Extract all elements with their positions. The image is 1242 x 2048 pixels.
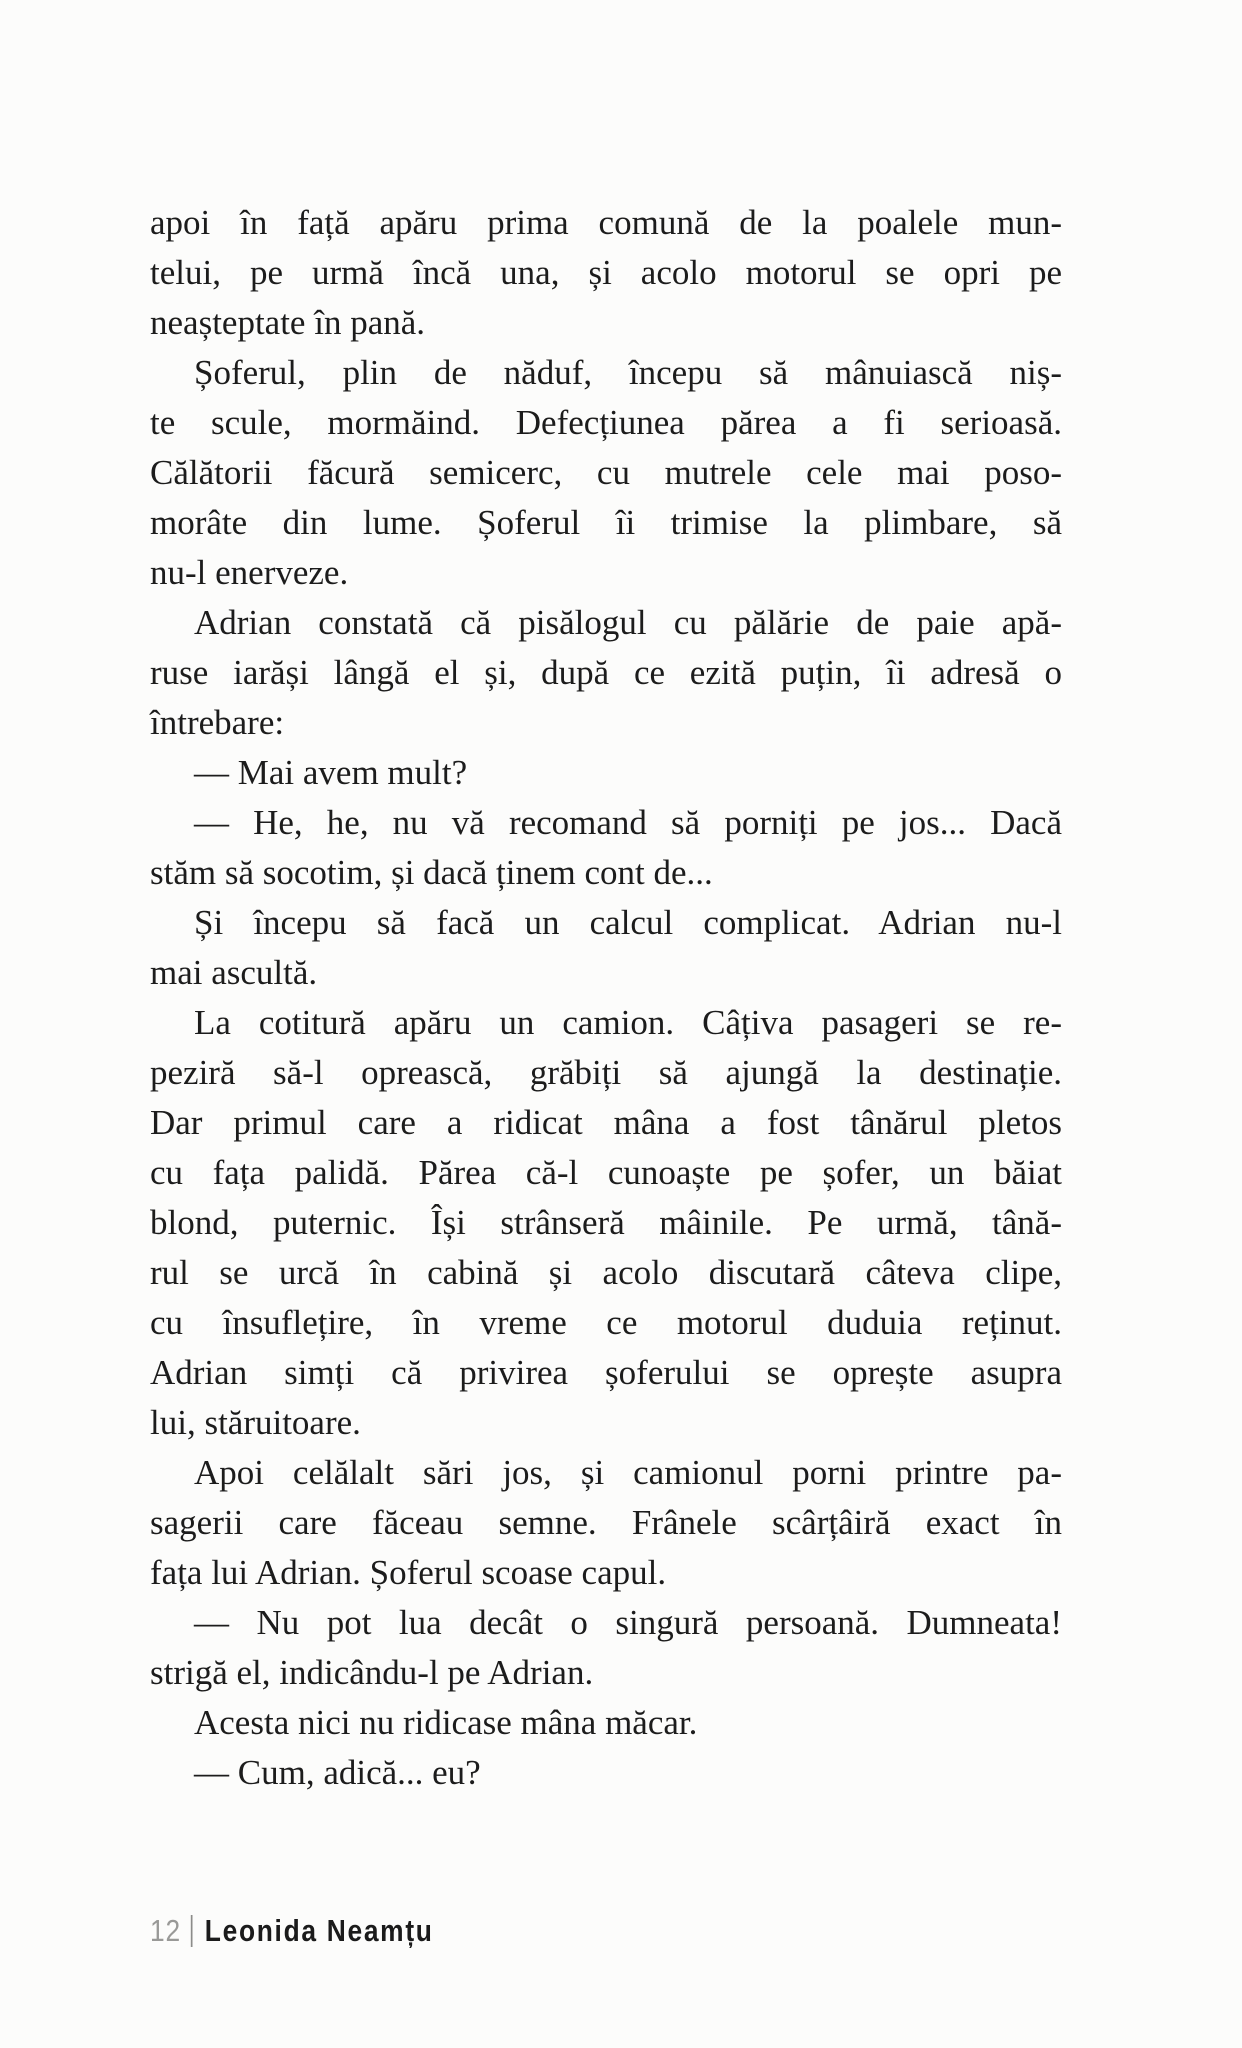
text-line: sagerii care făceau semne. Frânele scârțâiră exact în <box>150 1503 1062 1542</box>
text-line: ruse iarăși lângă el și, după ce ezită puțin, îi adresă o <box>150 653 1062 692</box>
text-line: mai ascultă. <box>150 953 318 992</box>
text-line: Călătorii făcură semicerc, cu mutrele cele mai poso- <box>150 453 1062 492</box>
text-block <box>150 198 1062 1798</box>
text-line: Dar primul care a ridicat mâna a fost tânărul pletos <box>150 1103 1062 1142</box>
text-line: Adrian constată că pisălogul cu pălărie de paie apă- <box>194 603 1062 642</box>
text-line: — Cum, adică... eu? <box>194 1753 481 1792</box>
text-line: cu fața palidă. Părea că-l cunoaște pe șofer, un băiat <box>150 1153 1062 1192</box>
text-line: Adrian simți că privirea șoferului se oprește asupra <box>150 1353 1062 1392</box>
text-line: fața lui Adrian. Șoferul scoase capul. <box>150 1553 667 1592</box>
text-line: blond, puternic. Își strânseră mâinile. Pe urmă, tână- <box>150 1203 1062 1242</box>
text-line: neașteptate în pană. <box>150 303 426 342</box>
text-line: rul se urcă în cabină și acolo discutară câteva clipe, <box>150 1253 1062 1292</box>
text-line: Și începu să facă un calcul complicat. Adrian nu-l <box>194 903 1062 942</box>
text-line: cu însuflețire, în vreme ce motorul duduia reținut. <box>150 1303 1062 1342</box>
text-line: te scule, mormăind. Defecțiunea părea a fi serioasă. <box>150 403 1062 442</box>
text-line: peziră să-l oprească, grăbiți să ajungă la destinație. <box>150 1053 1062 1092</box>
text-line: strigă el, indicându-l pe Adrian. <box>150 1653 594 1692</box>
page-footer <box>150 1912 434 1950</box>
text-line: apoi în față apăru prima comună de la poalele mun- <box>150 203 1062 242</box>
text-line: întrebare: <box>150 703 285 742</box>
text-line: — Mai avem mult? <box>194 753 468 792</box>
text-line: — He, he, nu vă recomand să porniți pe jos... Dacă <box>194 803 1062 842</box>
text-line: telui, pe urmă încă una, și acolo motorul se opri pe <box>150 253 1062 292</box>
text-line: nu-l enerveze. <box>150 553 349 592</box>
text-line: Șoferul, plin de năduf, începu să mânuiască niș- <box>194 353 1062 392</box>
footer-divider <box>191 1915 193 1947</box>
text-line: stăm să socotim, și dacă ținem cont de... <box>150 853 713 892</box>
text-line: La cotitură apăru un camion. Câțiva pasageri se re- <box>194 1003 1062 1042</box>
text-line: lui, stăruitoare. <box>150 1403 361 1442</box>
text-line: morâte din lume. Șoferul îi trimise la plimbare, să <box>150 503 1062 542</box>
text-line: Apoi celălalt sări jos, și camionul porni printre pa- <box>194 1453 1062 1492</box>
author-name: Leonida Neamțu <box>204 1913 434 1948</box>
page-number: 12 <box>150 1913 182 1948</box>
text-line: — Nu pot lua decât o singură persoană. Dumneata! <box>194 1603 1062 1642</box>
text-line: Acesta nici nu ridicase mâna măcar. <box>194 1703 698 1742</box>
